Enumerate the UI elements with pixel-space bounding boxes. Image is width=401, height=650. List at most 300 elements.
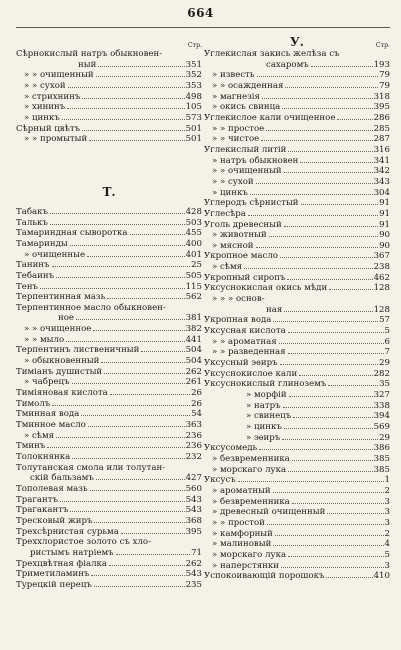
entry-term: Тиміяновая кислота [16,388,108,399]
index-entry [16,271,202,282]
index-entry [16,463,202,474]
entry-term: Тенъ [16,281,39,292]
entry-page-number: 2 [384,528,390,539]
entry-term: Укропная вода [204,315,272,326]
entry-term: » сѣмя [24,430,55,441]
dot-leader [284,172,373,173]
dot-leader [289,396,373,397]
entry-page-number: 3 [384,517,390,528]
right-column [204,35,390,582]
dot-leader [287,279,372,280]
entry-page-number: 351 [185,59,202,70]
entry-term: Терпентинная мазь [16,292,106,303]
index-entry [204,113,390,124]
index-entry [16,70,202,81]
entry-page-number: 428 [185,206,202,217]
entry-page-number: 503 [185,217,202,228]
index-entry [204,156,390,167]
dot-leader [262,98,373,99]
entry-term: Тамаринды [16,238,68,249]
dot-leader [288,353,384,354]
entry-page-number: 193 [373,59,390,70]
index-entry [16,495,202,506]
entry-term: Тимолъ [16,398,51,409]
dot-leader [288,556,383,557]
entry-page-number: 4 [384,539,390,550]
dot-leader [52,266,191,267]
entry-term: » морфій [246,390,287,400]
index-entry [204,347,390,358]
dot-leader [250,194,373,195]
entry-page-number: 562 [185,292,202,303]
dot-leader [82,98,184,99]
index-entry [16,228,202,239]
dot-leader [93,330,184,331]
entry-page-number: 3 [384,507,390,518]
right-entries-u [204,49,390,582]
index-entry [16,452,202,463]
entry-term: Уксуснокислая окись мѣди [204,283,328,294]
entry-page-number: 367 [373,251,390,262]
dot-leader [50,224,185,225]
dot-leader [293,417,372,418]
entry-term: Трагакантъ [16,505,69,516]
dot-leader [96,479,185,480]
dot-leader [269,236,378,237]
index-entry [16,409,202,420]
entry-term: » камфорный [212,528,273,539]
index-entry [204,337,390,348]
index-entry [204,433,390,444]
entry-term: » очищенные [24,249,86,260]
entry-page-number: 441 [185,334,202,345]
entry-term: Уксуснокислый глиноземъ [204,379,327,390]
entry-page-number: 91 [379,198,390,209]
index-entry [204,188,390,199]
dot-leader [279,343,384,344]
spacer [16,199,202,207]
index-entry [16,527,202,538]
entry-page-number: 105 [185,102,202,113]
dot-leader [104,373,184,374]
dot-leader [47,447,184,448]
entry-page-number: 90 [379,230,390,241]
index-entry [16,134,202,145]
entry-term: Трагантъ [16,494,58,505]
entry-page-number: 2 [384,485,390,496]
entry-page-number: 573 [185,112,202,123]
entry-page-number: 498 [185,91,202,102]
dot-leader [52,405,190,406]
entry-page-number: 90 [379,240,390,251]
dot-leader [256,247,379,248]
index-entry [16,441,202,452]
entry-term: скій бальзамъ [30,473,94,484]
entry-term: » » простой [212,517,265,528]
dot-leader [284,428,373,429]
index-entry [16,335,202,346]
index-entry [204,475,390,486]
entry-term: » » простое [212,123,265,134]
index-entry [16,345,202,356]
entry-term: Тресковый жиръ [16,515,93,526]
dot-leader [284,226,378,227]
entry-term: Укропное масло [204,251,278,262]
entry-page-number: 316 [373,144,390,155]
entry-page-number: 79 [379,80,390,91]
index-entry [204,92,390,103]
entry-page-number: 54 [191,409,202,420]
dot-leader [248,215,378,216]
entry-page-number: 560 [185,483,202,494]
index-entry [204,60,390,71]
index-entry [16,388,202,399]
entry-term: » окись свинца [212,102,281,113]
entry-page-number: 26 [191,388,202,399]
entry-page-number: 29 [379,432,390,443]
index-entry [204,401,390,412]
entry-term: » » сухой [24,80,66,91]
index-entry [16,250,202,261]
dot-leader [101,362,184,363]
entry-page-number: 501 [185,123,202,134]
dot-leader [275,535,384,536]
dot-leader [116,554,190,555]
dot-leader [62,119,185,120]
dot-leader [94,586,185,587]
index-entry [16,102,202,113]
entry-term: » мясной [212,240,254,251]
dot-leader [326,577,372,578]
index-entry [16,218,202,229]
entry-page-number: 282 [373,368,390,379]
entry-page-number: 238 [373,262,390,273]
entry-term: Успокоивающій порошокъ [204,571,325,582]
entry-term: » » мыло [24,334,65,345]
dot-leader [284,311,372,312]
entry-page-number: 91 [379,219,390,230]
entry-page-number: 26 [191,398,202,409]
index-entry [16,516,202,527]
entry-page-number: 25 [191,260,202,271]
entry-term: Треххлористое золото съ хло- [16,537,151,548]
index-entry [16,260,202,271]
index-entry [204,294,390,305]
entry-page-number: 262 [185,366,202,377]
entry-term: » » » основ- [212,294,265,305]
dot-leader [273,492,384,493]
index-entry [16,580,202,591]
dot-leader [107,298,184,299]
index-entry [204,443,390,454]
dot-leader [280,364,379,365]
index-entry [204,49,390,60]
entry-term: Турецкій перецъ [16,579,92,590]
index-entry [204,305,390,316]
entry-page-number: 338 [373,400,390,411]
entry-term: » хининъ [24,102,66,113]
entry-term: Толутанская смола или толутан- [16,462,166,473]
entry-page-number: 1 [384,475,390,486]
dot-leader [91,575,184,576]
dot-leader [280,257,373,258]
dot-leader [72,458,184,459]
index-entry [16,292,202,303]
entry-page-number: 462 [373,272,390,283]
page-number: 664 [187,6,214,20]
index-entry [16,60,202,71]
entry-term: Трехцвѣтная фіалка [16,558,108,569]
entry-page-number: 3 [384,560,390,571]
entry-term: » чабрецъ [24,377,70,388]
dot-leader [300,162,372,163]
entry-page-number: 91 [379,208,390,219]
entry-page-number: 569 [373,421,390,432]
dot-leader [329,289,372,290]
dot-leader [273,545,383,546]
entry-page-number: 427 [185,473,202,484]
entry-term: Тебаинъ [16,270,55,281]
entry-term: Талькъ [16,217,48,228]
dot-leader [141,351,184,352]
entry-page-number: 29 [379,358,390,369]
dot-leader [259,449,372,450]
dot-leader [89,140,184,141]
index-entry [16,113,202,124]
index-entry [204,315,390,326]
index-entry [16,81,202,92]
index-entry [204,507,390,518]
index-entry [16,399,202,410]
entry-term: Тминъ [16,441,46,452]
entry-term: Углесѣра [204,208,246,219]
index-entry [204,358,390,369]
entry-page-number: 35 [379,379,390,390]
left-entries-continued [16,49,202,145]
entry-page-number: 400 [185,238,202,249]
entry-term: » безвременника [212,496,290,507]
index-entry [204,283,390,294]
index-entry [204,326,390,337]
entry-page-number: 3 [384,496,390,507]
entry-term: » свинецъ [246,411,292,422]
dot-leader [285,87,378,88]
entry-page-number: 128 [373,283,390,294]
dot-leader [121,533,185,534]
entry-term: » » чистое [212,134,260,145]
dot-leader [66,341,184,342]
entry-page-number: 79 [379,70,390,81]
entry-page-number: 385 [373,464,390,475]
dot-leader [81,415,190,416]
entry-term: Углекислая закись желѣза съ [204,49,340,59]
entry-term: Тополевая мазь [16,483,88,494]
index-entry [204,241,390,252]
index-entry [204,124,390,135]
entry-term: Уксусный эѳиръ [204,358,278,369]
dot-leader [96,76,185,77]
index-entry [16,367,202,378]
left-column-header [16,38,202,49]
entry-term: » » промытый [24,134,88,145]
dot-leader [238,481,384,482]
entry-page-number: 394 [373,411,390,422]
entry-page-number: 385 [373,453,390,464]
index-entry [204,230,390,241]
index-entry [204,422,390,433]
entry-page-number: 57 [379,315,390,326]
entry-page-number: 5 [384,549,390,560]
entry-page-number: 382 [185,324,202,335]
entry-page-number: 236 [185,441,202,452]
index-entry [16,207,202,218]
entry-term: Трехсѣрнистая сурьма [16,526,119,537]
entry-page-number: 327 [373,390,390,400]
entry-page-number: 353 [185,80,202,91]
index-entry [16,313,202,324]
entry-page-number: 401 [185,249,202,260]
entry-term: Уксуснокислое кали [204,368,298,379]
dot-leader [282,108,372,109]
entry-term: » цинкъ [246,421,282,432]
section-heading-u: У. [290,35,304,49]
index-entry [204,220,390,231]
entry-term: Тминное масло [16,420,86,431]
dot-leader [261,140,372,141]
index-entry [204,134,390,145]
index-entry [204,102,390,113]
entry-term: Табакъ [16,206,48,217]
left-column [16,38,202,591]
entry-term: Тиміанъ душистый [16,366,103,377]
left-entries-t [16,207,202,591]
dot-leader [288,151,372,152]
page-ref-label: Стр. [375,42,390,49]
entry-page-number: 504 [185,345,202,356]
entry-term: » эѳиръ [246,432,281,443]
dot-leader [87,256,185,257]
entry-page-number: 236 [185,430,202,441]
index-entry [204,198,390,209]
index-entry [204,529,390,540]
index-entry [16,537,202,548]
entry-page-number: 501 [185,134,202,145]
entry-page-number: 386 [373,443,390,454]
entry-term: » цинкъ [24,112,60,123]
dot-leader [327,513,383,514]
entry-page-number: 232 [185,452,202,462]
entry-page-number: 341 [373,155,390,166]
index-entry [16,484,202,495]
dot-leader [266,130,372,131]
index-entry [204,209,390,220]
entry-term: Тминная вода [16,409,80,420]
entry-term: » безвременника [212,453,290,464]
entry-term: » натръ [246,400,281,411]
entry-term: » » очищенное [24,324,92,335]
dot-leader [299,375,372,376]
entry-term: ный [78,59,97,70]
entry-term: » » очищенный [212,166,282,177]
index-entry [204,497,390,508]
dot-leader [256,183,373,184]
dot-leader [40,288,185,289]
dot-leader [67,108,184,109]
index-entry [16,548,202,559]
dot-leader [130,234,185,235]
index-entry [204,81,390,92]
index-entry [16,569,202,580]
index-entry [16,282,202,293]
entry-term: Толокнянка [16,452,71,462]
entry-term: Сѣрнокислый натръ обыкновен- [16,49,163,59]
index-entry [204,369,390,380]
index-entry [16,431,202,442]
dot-leader [90,490,185,491]
entry-page-number: 128 [373,304,390,315]
index-entry [204,486,390,497]
index-entry [204,166,390,177]
entry-page-number: 342 [373,166,390,177]
entry-term: » известь [212,70,255,81]
entry-term: Танинъ [16,260,50,271]
index-entry [204,379,390,390]
dot-leader [257,76,378,77]
entry-term: » » ароматная [212,336,277,347]
entry-page-number: 261 [185,377,202,388]
dot-leader [244,268,373,269]
entry-term: » » сухой [212,176,254,187]
dot-leader [70,245,185,246]
spacer [16,145,202,185]
entry-page-number: 543 [185,494,202,505]
entry-term: » животный [212,230,267,241]
index-entry [204,251,390,262]
entry-term: Уголь древесный [204,219,282,230]
dot-leader [68,87,185,88]
index-entry [16,420,202,431]
index-entry [204,518,390,529]
index-entry [16,473,202,484]
dot-leader [94,522,184,523]
dot-leader [328,385,378,386]
index-entry [16,92,202,103]
entry-page-number: 287 [373,134,390,145]
entry-page-number: 543 [185,569,202,580]
dot-leader [72,383,185,384]
index-entry [16,377,202,388]
entry-page-number: 543 [185,505,202,516]
entry-page-number: 318 [373,91,390,102]
dot-leader [50,213,185,214]
index-entry [204,571,390,582]
entry-term: » магнезія [212,91,260,102]
dot-leader [56,437,185,438]
entry-term: Тамариндная сыворотка [16,228,128,239]
index-entry [16,324,202,335]
dot-leader [282,439,378,440]
entry-term: » ароматный [212,485,271,496]
entry-term: » » очищенный [24,70,94,81]
entry-page-number: 7 [384,347,390,358]
dot-leader [273,321,378,322]
dot-leader [98,66,184,67]
entry-page-number: 504 [185,356,202,367]
entry-term: » » разведенная [212,347,286,358]
entry-page-number: 395 [185,526,202,537]
dot-leader [56,277,185,278]
entry-term: » обыкновенный [24,356,100,367]
